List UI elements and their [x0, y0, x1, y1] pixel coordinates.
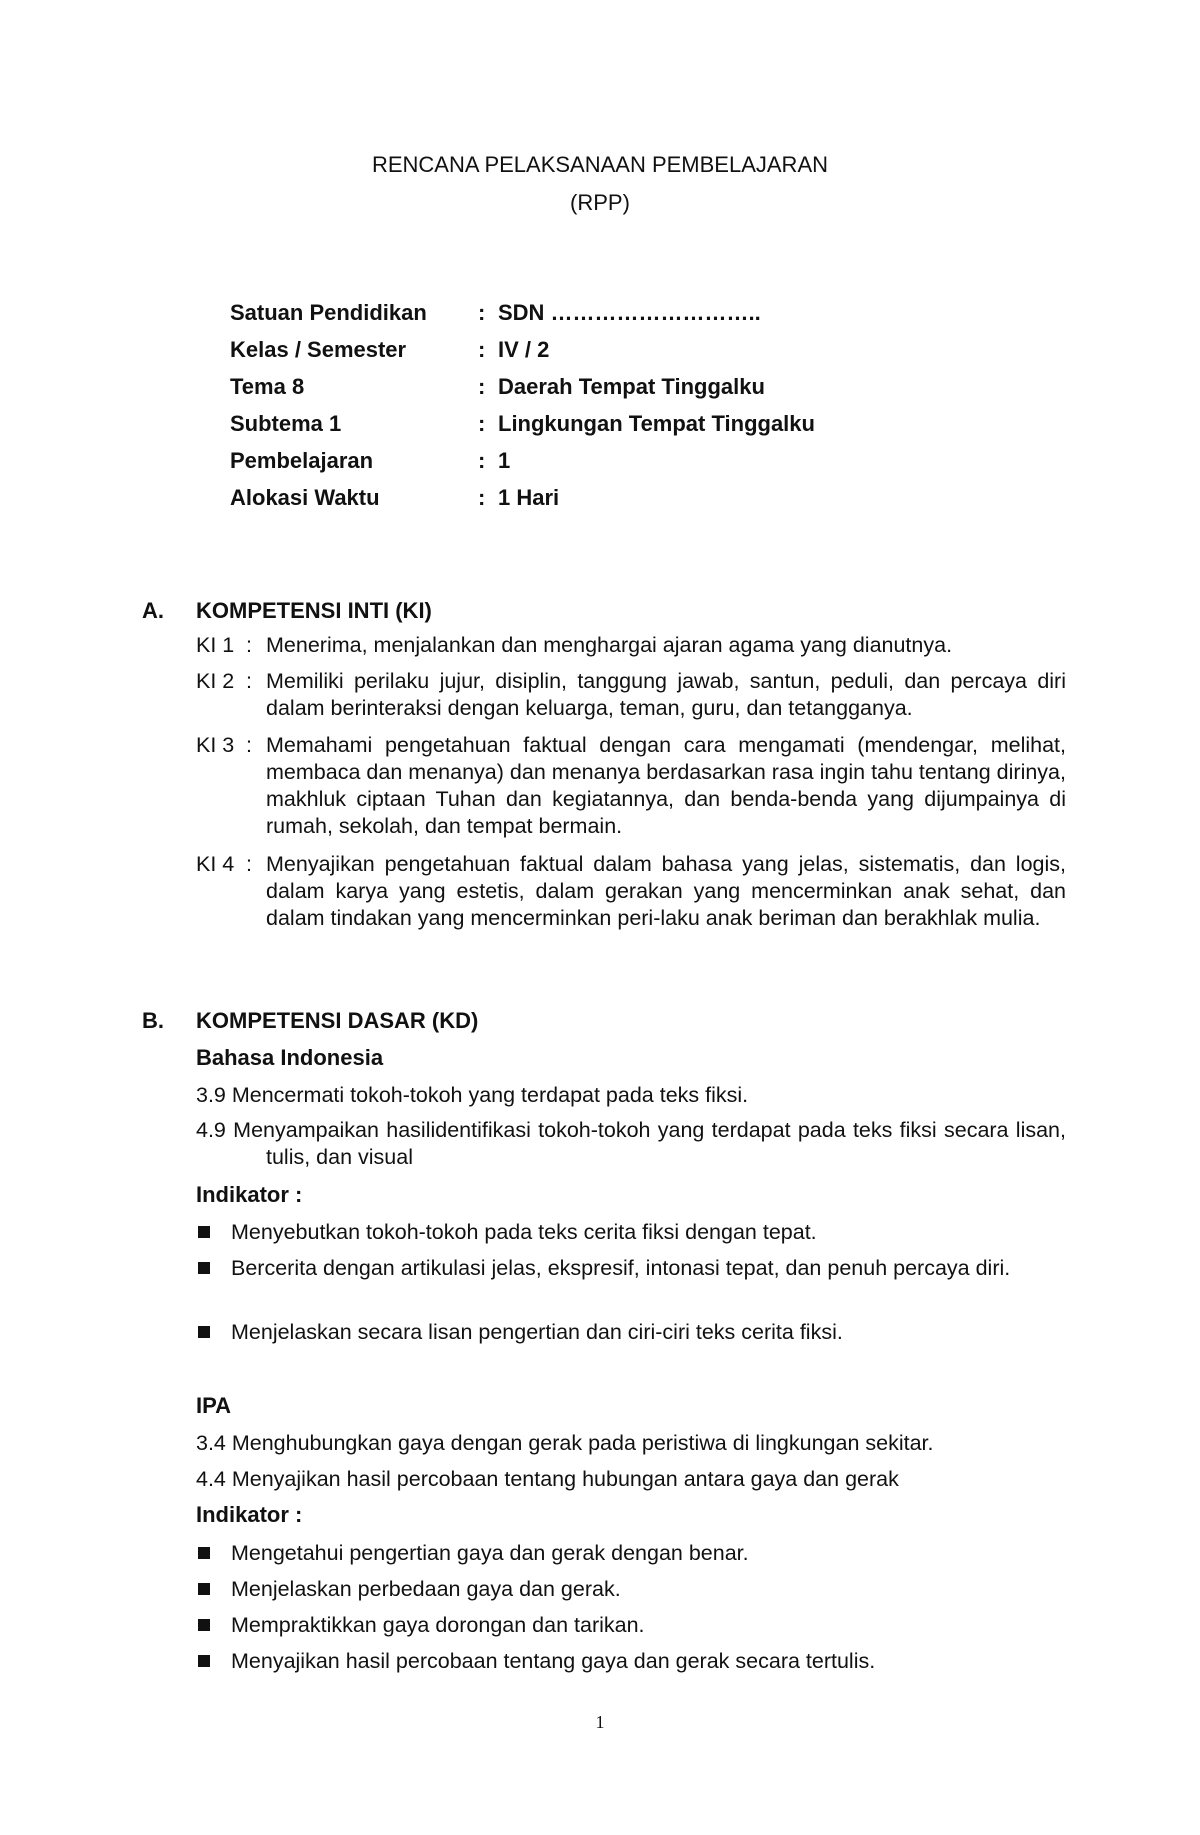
ki-item — [196, 632, 1066, 659]
identity-row — [230, 300, 761, 326]
kd-text: 3.9 Mencermati tokoh-tokoh yang terdapat pada teks fiksi. — [196, 1083, 749, 1107]
list-item — [196, 1576, 1066, 1603]
identity-colon: : — [478, 374, 486, 399]
indikator-label: Indikator : — [196, 1502, 303, 1527]
section-letter: B. — [142, 1008, 164, 1033]
ki-item — [196, 851, 1066, 932]
identity-row — [230, 485, 559, 511]
identity-label: Satuan Pendidikan — [230, 300, 427, 325]
list-item-text: Menyajikan hasil percobaan tentang gaya dan gerak secara tertulis. — [231, 1649, 876, 1673]
kd-text: 4.4 Menyajikan hasil percobaan tentang hubungan antara gaya dan gerak — [196, 1467, 899, 1491]
bullet-square-icon — [198, 1326, 210, 1338]
ki-item — [196, 732, 1066, 840]
bullet-square-icon — [198, 1583, 210, 1595]
section-title: KOMPETENSI DASAR (KD) — [196, 1008, 479, 1033]
list-item-text: Menyebutkan tokoh-tokoh pada teks cerita fiksi dengan tepat. — [231, 1220, 817, 1244]
kd-item — [196, 1466, 1066, 1493]
identity-label: Pembelajaran — [230, 448, 374, 473]
ki-code: KI 1 — [196, 633, 235, 657]
ki-code: KI 4 — [196, 852, 235, 876]
bullet-square-icon — [198, 1262, 210, 1274]
ki-text: Memahami pengetahuan faktual dengan cara mengamati (mendengar, melihat, membaca dan menanya) dan menanya berdasarkan rasa ingin tahu tentang dirinya, makhluk ciptaan Tuhan dan kegiatannya, dan benda-benda yang dijumpainya di rumah, sekolah, dan tempat bermain. — [266, 733, 1066, 838]
section-title: KOMPETENSI INTI (KI) — [196, 598, 432, 623]
identity-value: 1 Hari — [498, 485, 560, 510]
list-item — [196, 1612, 1066, 1639]
identity-colon: : — [478, 411, 486, 436]
document-title: RENCANA PELAKSANAAN PEMBELAJARAN — [371, 152, 829, 177]
ki-colon: : — [246, 733, 252, 757]
identity-value: Lingkungan Tempat Tinggalku — [498, 411, 815, 436]
bullet-square-icon — [198, 1655, 210, 1667]
kd-item — [196, 1430, 1066, 1457]
list-item-text: Mempraktikkan gaya dorongan dan tarikan. — [231, 1613, 645, 1637]
identity-label: Alokasi Waktu — [230, 485, 380, 510]
list-item — [196, 1219, 1066, 1246]
ki-text: Menyajikan pengetahuan faktual dalam bahasa yang jelas, sistematis, dan logis, dalam karya yang estetis, dalam gerakan yang mencerminkan anak sehat, dan dalam tindakan yang mencerminkan peri-laku anak beriman dan berakhlak mulia. — [266, 852, 1066, 930]
identity-value: 1 — [498, 448, 511, 473]
page-number: 1 — [595, 1712, 605, 1732]
identity-row — [230, 374, 765, 400]
section-b-heading — [142, 1008, 479, 1034]
identity-colon: : — [478, 337, 486, 362]
ki-colon: : — [246, 633, 252, 657]
list-item-text: Menjelaskan perbedaan gaya dan gerak. — [231, 1577, 621, 1601]
identity-colon: : — [478, 300, 486, 325]
bullet-square-icon — [198, 1226, 210, 1238]
kd-item — [196, 1117, 1066, 1171]
identity-label: Subtema 1 — [230, 411, 342, 436]
identity-colon: : — [478, 485, 486, 510]
subject-heading: IPA — [196, 1393, 232, 1418]
subject-heading: Bahasa Indonesia — [196, 1045, 384, 1070]
bullet-square-icon — [198, 1547, 210, 1559]
list-item — [196, 1255, 1066, 1282]
list-item-text: Menjelaskan secara lisan pengertian dan ciri-ciri teks cerita fiksi. — [231, 1320, 843, 1344]
list-item-text: Bercerita dengan artikulasi jelas, ekspresif, intonasi tepat, dan penuh percaya diri. — [231, 1256, 1011, 1280]
list-item — [196, 1319, 1066, 1346]
identity-colon: : — [478, 448, 486, 473]
identity-value: SDN ……………………….. — [498, 300, 761, 325]
identity-value: IV / 2 — [498, 337, 550, 362]
ki-code: KI 2 — [196, 669, 235, 693]
bullet-square-icon — [198, 1619, 210, 1631]
identity-row — [230, 448, 510, 474]
identity-row — [230, 337, 549, 363]
identity-row — [230, 411, 815, 437]
section-a-heading — [142, 598, 432, 624]
kd-text: 3.4 Menghubungkan gaya dengan gerak pada peristiwa di lingkungan sekitar. — [196, 1431, 934, 1455]
ki-code: KI 3 — [196, 733, 235, 757]
kd-item — [196, 1082, 1066, 1109]
ki-colon: : — [246, 852, 252, 876]
list-item — [196, 1540, 1066, 1567]
indikator-label: Indikator : — [196, 1182, 303, 1207]
ki-text: Memiliki perilaku jujur, disiplin, tanggung jawab, santun, peduli, dan percaya diri dalam berinteraksi dengan keluarga, teman, guru, dan tetangganya. — [266, 669, 1066, 720]
identity-label: Tema 8 — [230, 374, 305, 399]
list-item — [196, 1648, 1066, 1675]
kd-text: 4.9 Menyampaikan hasilidentifikasi tokoh-tokoh yang terdapat pada teks fiksi secara lisan, tulis, dan visual — [196, 1118, 1066, 1169]
ki-colon: : — [246, 669, 252, 693]
document-subtitle: (RPP) — [570, 190, 630, 215]
section-letter: A. — [142, 598, 164, 623]
list-item-text: Mengetahui pengertian gaya dan gerak dengan benar. — [231, 1541, 749, 1565]
ki-text: Menerima, menjalankan dan menghargai ajaran agama yang dianutnya. — [266, 633, 953, 657]
identity-label: Kelas / Semester — [230, 337, 407, 362]
identity-value: Daerah Tempat Tinggalku — [498, 374, 765, 399]
ki-item — [196, 668, 1066, 722]
